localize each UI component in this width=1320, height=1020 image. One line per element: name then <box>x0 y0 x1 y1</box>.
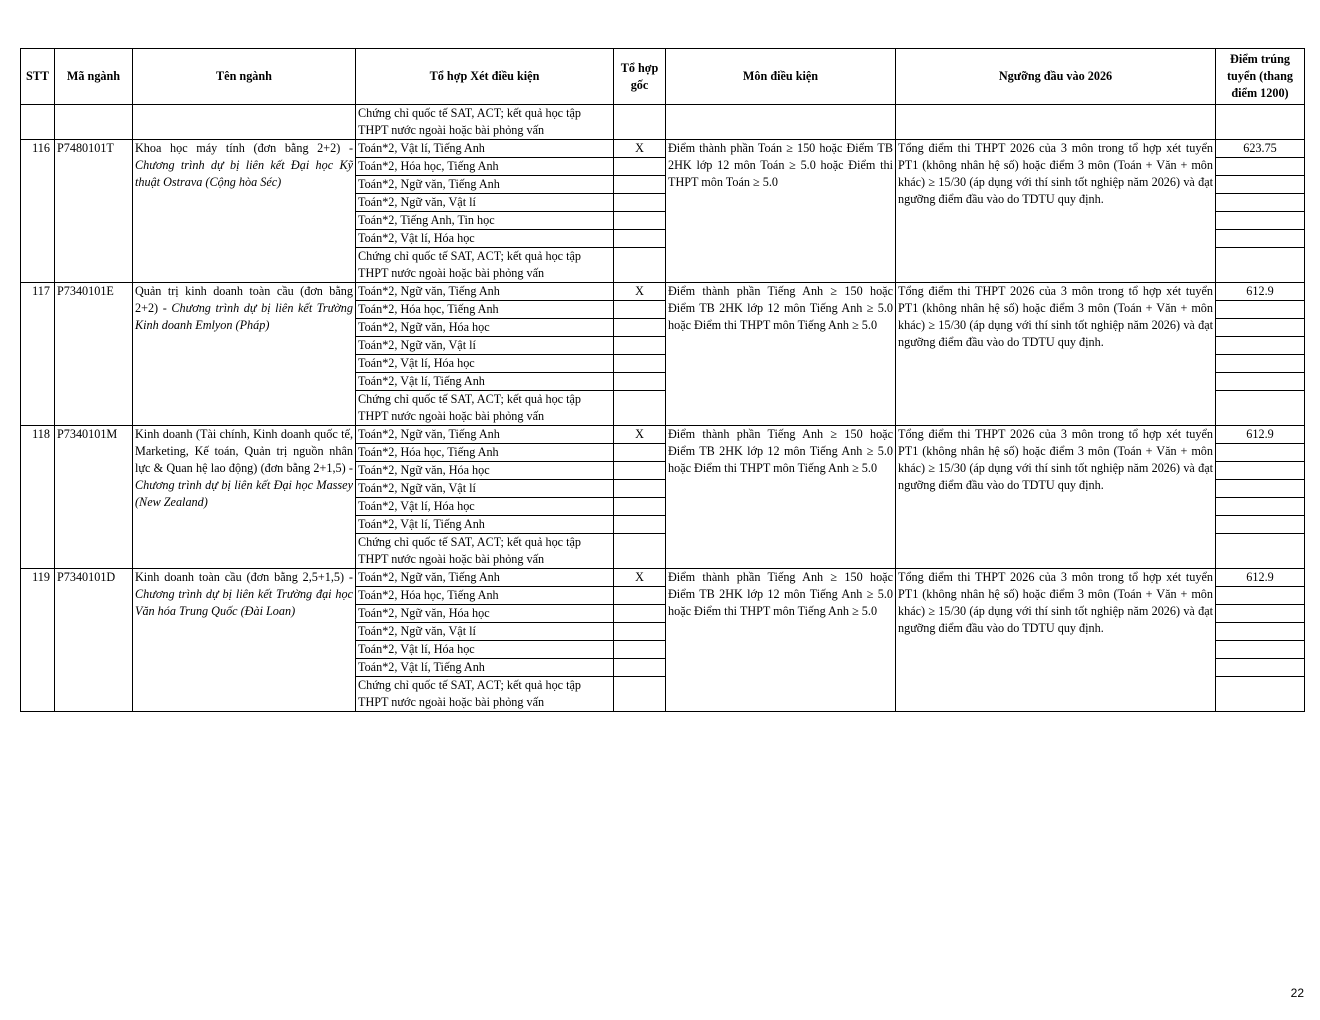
table-row <box>21 283 1305 301</box>
ma-nganh-cell: P7480101T <box>55 140 133 283</box>
table-cell <box>614 444 666 462</box>
table-cell <box>614 587 666 605</box>
diem-trung-tuyen-cell: 623.75 <box>1216 140 1305 158</box>
combo-cell: Toán*2, Tiếng Anh, Tin học <box>356 212 614 230</box>
table-cell <box>1216 176 1305 194</box>
table-cell <box>1216 516 1305 534</box>
table-cell <box>1216 498 1305 516</box>
ten-nganh-cell <box>133 283 356 426</box>
table-cell <box>614 105 666 140</box>
diem-trung-tuyen-cell: 612.9 <box>1216 283 1305 301</box>
combo-cell: Toán*2, Hóa học, Tiếng Anh <box>356 158 614 176</box>
nguong-cell: Tổng điểm thi THPT 2026 của 3 môn trong tổ hợp xét tuyển PT1 (không nhân hệ số) hoặc điểm 3 môn (Toán + Văn + môn khác) ≥ 15/30 (áp dụng với thí sinh tốt nghiệp năm 2026) và đạt ngưỡng điểm đầu vào do TDTU quy định. <box>896 569 1216 712</box>
combo-cell: Toán*2, Hóa học, Tiếng Anh <box>356 444 614 462</box>
diem-trung-tuyen-cell: 612.9 <box>1216 426 1305 444</box>
table-cell <box>1216 677 1305 712</box>
table-cell <box>55 105 133 140</box>
header-stt: STT <box>21 49 55 105</box>
stt-cell: 116 <box>21 140 55 283</box>
table-cell <box>1216 391 1305 426</box>
to-hop-goc-cell: X <box>614 140 666 158</box>
ten-nganh-plain: Quản trị kinh doanh toàn cầu (đơn bằng 2+2) - <box>135 284 353 315</box>
combo-cell: Toán*2, Ngữ văn, Hóa học <box>356 605 614 623</box>
table-cell <box>1216 623 1305 641</box>
mon-dieu-kien-cell: Điểm thành phần Tiếng Anh ≥ 150 hoặc Điểm TB 2HK lớp 12 môn Tiếng Anh ≥ 5.0 hoặc Điểm thi THPT môn Tiếng Anh ≥ 5.0 <box>666 426 896 569</box>
table-cell <box>1216 534 1305 569</box>
table-cell <box>133 105 356 140</box>
table-cell <box>1216 337 1305 355</box>
admission-table <box>20 48 1305 712</box>
ten-nganh-program: Chương trình dự bị liên kết Đại học Massey (New Zealand) <box>135 478 353 509</box>
table-cell <box>614 337 666 355</box>
table-cell <box>1216 587 1305 605</box>
table-cell <box>614 248 666 283</box>
table-cell <box>1216 230 1305 248</box>
table-cell <box>614 158 666 176</box>
table-cell <box>614 641 666 659</box>
mon-dieu-kien-cell: Điểm thành phần Toán ≥ 150 hoặc Điểm TB 2HK lớp 12 môn Toán ≥ 5.0 hoặc Điểm thi THPT môn Toán ≥ 5.0 <box>666 140 896 283</box>
combo-cell: Chứng chỉ quốc tế SAT, ACT; kết quả học tập THPT nước ngoài hoặc bài phỏng vấn <box>356 677 614 712</box>
table-cell <box>614 391 666 426</box>
table-cell <box>1216 248 1305 283</box>
nguong-cell: Tổng điểm thi THPT 2026 của 3 môn trong tổ hợp xét tuyển PT1 (không nhân hệ số) hoặc điểm 3 môn (Toán + Văn + môn khác) ≥ 15/30 (áp dụng với thí sinh tốt nghiệp năm 2026) và đạt ngưỡng điểm đầu vào do TDTU quy định. <box>896 140 1216 283</box>
combo-cell: Toán*2, Ngữ văn, Vật lí <box>356 480 614 498</box>
table-cell <box>614 516 666 534</box>
table-cell <box>614 659 666 677</box>
combo-cell: Toán*2, Hóa học, Tiếng Anh <box>356 301 614 319</box>
table-cell <box>1216 462 1305 480</box>
table-cell <box>614 480 666 498</box>
diem-trung-tuyen-cell: 612.9 <box>1216 569 1305 587</box>
table-cell <box>614 230 666 248</box>
table-row <box>21 140 1305 158</box>
table-cell <box>1216 355 1305 373</box>
combo-cell: Toán*2, Vật lí, Hóa học <box>356 498 614 516</box>
combo-cell: Chứng chỉ quốc tế SAT, ACT; kết quả học tập THPT nước ngoài hoặc bài phỏng vấn <box>356 248 614 283</box>
combo-cell: Toán*2, Vật lí, Tiếng Anh <box>356 373 614 391</box>
table-cell <box>1216 158 1305 176</box>
table-cell <box>614 176 666 194</box>
combo-cell: Toán*2, Ngữ văn, Vật lí <box>356 337 614 355</box>
mon-dieu-kien-cell: Điểm thành phần Tiếng Anh ≥ 150 hoặc Điểm TB 2HK lớp 12 môn Tiếng Anh ≥ 5.0 hoặc Điểm thi THPT môn Tiếng Anh ≥ 5.0 <box>666 569 896 712</box>
table-cell <box>1216 319 1305 337</box>
combo-cell: Chứng chỉ quốc tế SAT, ACT; kết quả học tập THPT nước ngoài hoặc bài phỏng vấn <box>356 105 614 140</box>
ten-nganh-cell <box>133 569 356 712</box>
table-cell <box>1216 605 1305 623</box>
to-hop-goc-cell: X <box>614 569 666 587</box>
continuation-row <box>21 105 1305 140</box>
ten-nganh-cell <box>133 140 356 283</box>
header-ten-nganh: Tên ngành <box>133 49 356 105</box>
nguong-cell: Tổng điểm thi THPT 2026 của 3 môn trong tổ hợp xét tuyển PT1 (không nhân hệ số) hoặc điểm 3 môn (Toán + Văn + môn khác) ≥ 15/30 (áp dụng với thí sinh tốt nghiệp năm 2026) và đạt ngưỡng điểm đầu vào do TDTU quy định. <box>896 283 1216 426</box>
table-cell <box>1216 212 1305 230</box>
ten-nganh-program: Chương trình dự bị liên kết Trường đại học Văn hóa Trung Quốc (Đài Loan) <box>135 587 353 618</box>
table-cell <box>614 194 666 212</box>
header-ma-nganh: Mã ngành <box>55 49 133 105</box>
to-hop-goc-cell: X <box>614 283 666 301</box>
table-cell <box>614 355 666 373</box>
ten-nganh-plain: Kinh doanh toàn cầu (đơn bằng 2,5+1,5) - <box>135 570 353 584</box>
combo-cell: Toán*2, Vật lí, Hóa học <box>356 355 614 373</box>
table-cell <box>614 212 666 230</box>
table-cell <box>1216 373 1305 391</box>
table-cell <box>614 373 666 391</box>
ten-nganh-plain: Khoa học máy tính (đơn bằng 2+2) - <box>135 141 353 155</box>
ten-nganh-plain: Kinh doanh (Tài chính, Kinh doanh quốc tế, Marketing, Kế toán, Quản trị nguồn nhân lực & Quan hệ lao động) (đơn bằng 2+1,5) - <box>135 427 353 475</box>
ten-nganh-program: Chương trình dự bị liên kết Trường Kinh doanh Emlyon (Pháp) <box>135 301 353 332</box>
combo-cell: Toán*2, Ngữ văn, Vật lí <box>356 623 614 641</box>
ma-nganh-cell: P7340101M <box>55 426 133 569</box>
page-number: 22 <box>1290 986 1304 1000</box>
table-cell <box>614 301 666 319</box>
table-row <box>21 569 1305 587</box>
stt-cell: 118 <box>21 426 55 569</box>
table-row <box>21 426 1305 444</box>
table-cell <box>614 623 666 641</box>
table-cell <box>614 498 666 516</box>
ten-nganh-cell <box>133 426 356 569</box>
header-row <box>21 49 1305 105</box>
table-cell <box>614 534 666 569</box>
to-hop-goc-cell: X <box>614 426 666 444</box>
combo-cell: Toán*2, Ngữ văn, Tiếng Anh <box>356 283 614 301</box>
table-cell <box>614 605 666 623</box>
combo-cell: Toán*2, Vật lí, Hóa học <box>356 230 614 248</box>
combo-cell: Toán*2, Ngữ văn, Hóa học <box>356 319 614 337</box>
combo-cell: Toán*2, Hóa học, Tiếng Anh <box>356 587 614 605</box>
combo-cell: Toán*2, Ngữ văn, Vật lí <box>356 194 614 212</box>
header-diem-trung-tuyen: Điểm trúng tuyển (thang điểm 1200) <box>1216 49 1305 105</box>
table-cell <box>1216 444 1305 462</box>
combo-cell: Toán*2, Vật lí, Tiếng Anh <box>356 140 614 158</box>
combo-cell: Toán*2, Vật lí, Tiếng Anh <box>356 516 614 534</box>
table-cell <box>1216 194 1305 212</box>
header-to-hop: Tổ hợp Xét điều kiện <box>356 49 614 105</box>
nguong-cell: Tổng điểm thi THPT 2026 của 3 môn trong tổ hợp xét tuyển PT1 (không nhân hệ số) hoặc điểm 3 môn (Toán + Văn + môn khác) ≥ 15/30 (áp dụng với thí sinh tốt nghiệp năm 2026) và đạt ngưỡng điểm đầu vào do TDTU quy định. <box>896 426 1216 569</box>
combo-cell: Toán*2, Vật lí, Hóa học <box>356 641 614 659</box>
table-cell <box>666 105 896 140</box>
table-cell <box>614 462 666 480</box>
table-cell <box>1216 659 1305 677</box>
header-mon-dieu-kien: Môn điều kiện <box>666 49 896 105</box>
combo-cell: Toán*2, Ngữ văn, Tiếng Anh <box>356 569 614 587</box>
combo-cell: Toán*2, Vật lí, Tiếng Anh <box>356 659 614 677</box>
combo-cell: Chứng chỉ quốc tế SAT, ACT; kết quả học tập THPT nước ngoài hoặc bài phỏng vấn <box>356 391 614 426</box>
combo-cell: Toán*2, Ngữ văn, Hóa học <box>356 462 614 480</box>
table-cell <box>21 105 55 140</box>
table-cell <box>1216 105 1305 140</box>
stt-cell: 119 <box>21 569 55 712</box>
table-cell <box>1216 301 1305 319</box>
stt-cell: 117 <box>21 283 55 426</box>
table-cell <box>896 105 1216 140</box>
header-nguong: Ngưỡng đầu vào 2026 <box>896 49 1216 105</box>
combo-cell: Toán*2, Ngữ văn, Tiếng Anh <box>356 426 614 444</box>
mon-dieu-kien-cell: Điểm thành phần Tiếng Anh ≥ 150 hoặc Điểm TB 2HK lớp 12 môn Tiếng Anh ≥ 5.0 hoặc Điểm thi THPT môn Tiếng Anh ≥ 5.0 <box>666 283 896 426</box>
table-cell <box>614 319 666 337</box>
table-cell <box>1216 641 1305 659</box>
table-cell <box>1216 480 1305 498</box>
combo-cell: Toán*2, Ngữ văn, Tiếng Anh <box>356 176 614 194</box>
header-to-hop-goc: Tổ hợp gốc <box>614 49 666 105</box>
ma-nganh-cell: P7340101D <box>55 569 133 712</box>
combo-cell: Chứng chỉ quốc tế SAT, ACT; kết quả học tập THPT nước ngoài hoặc bài phỏng vấn <box>356 534 614 569</box>
table-cell <box>614 677 666 712</box>
ma-nganh-cell: P7340101E <box>55 283 133 426</box>
ten-nganh-program: Chương trình dự bị liên kết Đại học Kỹ thuật Ostrava (Cộng hòa Séc) <box>135 158 353 189</box>
